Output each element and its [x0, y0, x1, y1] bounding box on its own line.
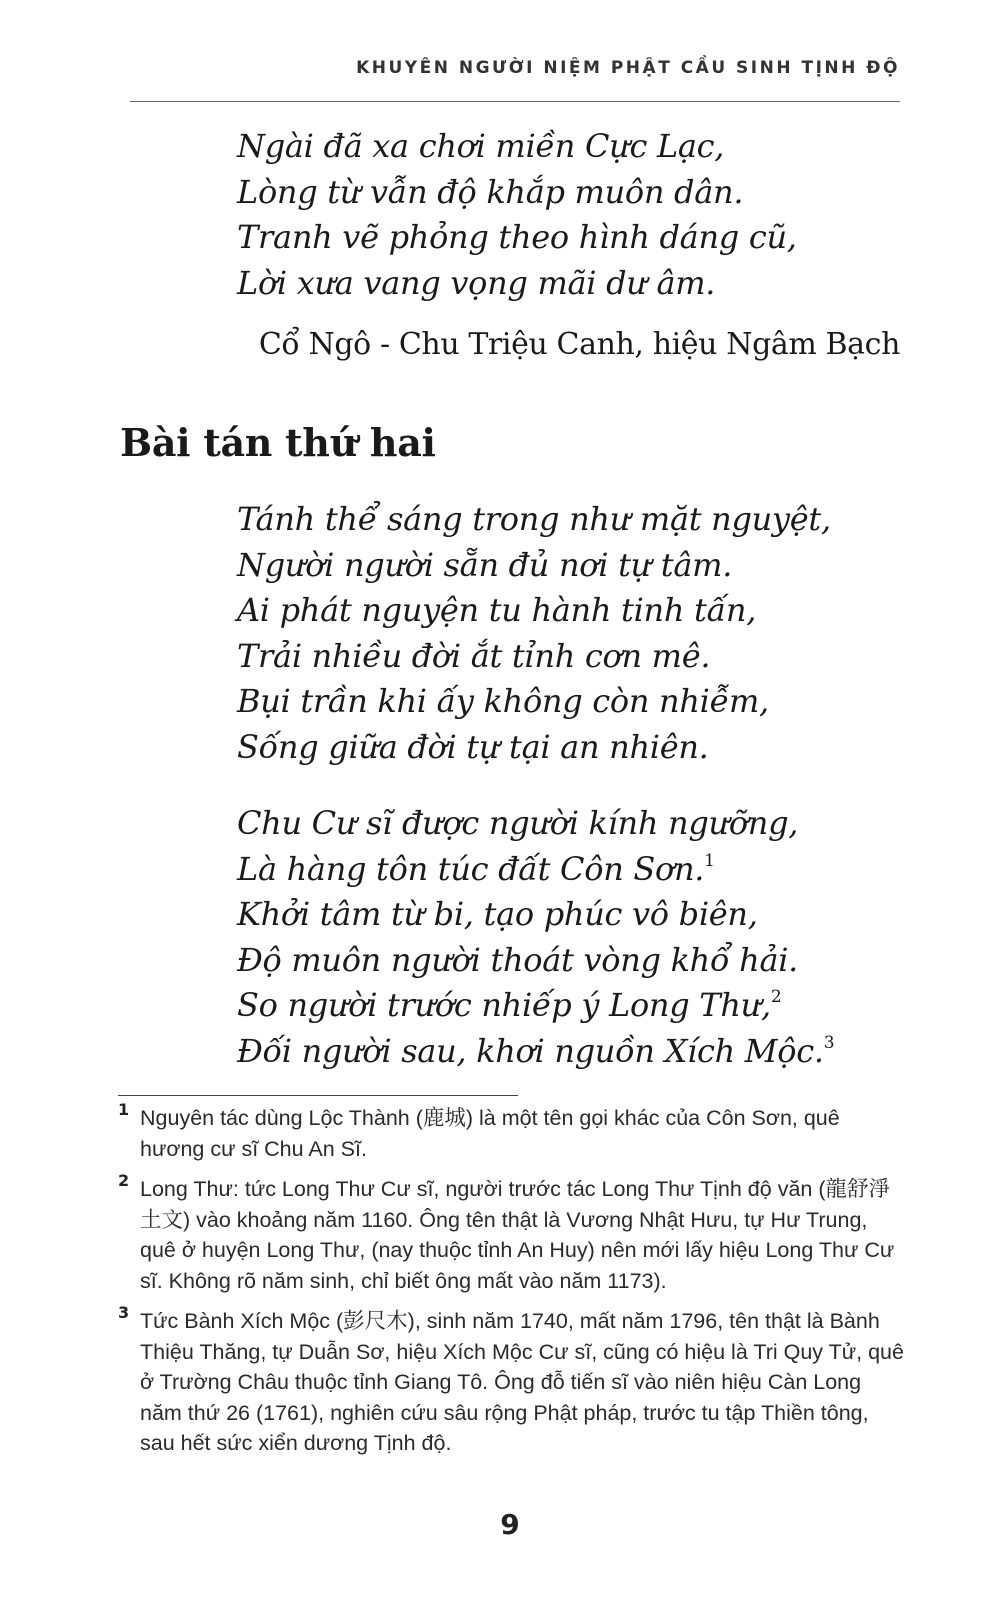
- section-title: Bài tán thứ hai: [120, 420, 436, 465]
- running-header: KHUYÊN NGƯỜI NIỆM PHẬT CẦU SINH TỊNH ĐỘ: [356, 58, 900, 78]
- verse-line: Ngài đã xa chơi miền Cực Lạc,: [237, 127, 725, 165]
- page-number: 9: [500, 1508, 520, 1541]
- verse-line: Lời xưa vang vọng mãi dư âm.: [237, 263, 716, 302]
- header-divider: [130, 101, 900, 102]
- verse-line: Tánh thể sáng trong như mặt nguyệt,: [237, 500, 831, 538]
- footnote-mark: 2: [118, 1171, 130, 1190]
- verse-line: Trải nhiều đời ắt tỉnh cơn mê.: [237, 636, 711, 675]
- footnote-3: [118, 1303, 905, 1459]
- verse-top: [237, 124, 797, 306]
- verse-line: [237, 983, 834, 1029]
- verse-line-text: Đối người sau, khơi nguồn Xích Mộc.: [237, 1031, 824, 1070]
- verse-stanza-1: [237, 497, 831, 770]
- verse-line: Ai phát nguyện tu hành tinh tấn,: [237, 591, 757, 629]
- verse-line: Độ muôn người thoát vòng khổ hải.: [237, 940, 799, 979]
- verse-line: Tranh vẽ phỏng theo hình dáng cũ,: [237, 218, 797, 256]
- verse-line: Bụi trần khi ấy không còn nhiễm,: [237, 682, 769, 720]
- verse-line: Sống giữa đời tự tại an nhiên.: [237, 727, 709, 766]
- attribution: Cổ Ngô - Chu Triệu Canh, hiệu Ngâm Bạch: [258, 327, 900, 362]
- verse-line: Khởi tâm từ bi, tạo phúc vô biên,: [237, 895, 758, 933]
- footnote-ref-2[interactable]: 2: [770, 987, 782, 1007]
- footnote-2: [118, 1171, 905, 1296]
- verse-line: Người người sẵn đủ nơi tự tâm.: [237, 545, 733, 584]
- footnote-text: Nguyên tác dùng Lộc Thành (鹿城) là một tên gọi khác của Côn Sơn, quê hương cư sĩ Chu An Sĩ.: [140, 1106, 840, 1161]
- footnote-1: [118, 1100, 905, 1164]
- verse-line: Chu Cư sĩ được người kính ngưỡng,: [237, 804, 799, 842]
- footnotes: [118, 1100, 905, 1469]
- footnote-mark: 1: [118, 1100, 130, 1119]
- footnote-mark: 3: [118, 1303, 130, 1322]
- footnote-divider: [118, 1095, 518, 1096]
- verse-line: [237, 847, 834, 893]
- footnote-text: Long Thư: tức Long Thư Cư sĩ, người trước tác Long Thư Tịnh độ văn (龍舒淨土文) vào khoảng năm 1160. Ông tên thật là Vương Nhật Hưu, tự Hư Trung, quê ở huyện Long Thư, (nay thuộc tỉnh An Huy) nên mới lấy hiệu Long Thư Cư sĩ. Không rõ năm sinh, chỉ biết ông mất vào năm 1173).: [140, 1177, 895, 1293]
- verse-line-text: Là hàng tôn túc đất Côn Sơn.: [237, 849, 705, 888]
- verse-stanza-2: [237, 801, 834, 1074]
- verse-line-text: So người trước nhiếp ý Long Thư,: [237, 986, 771, 1024]
- footnote-ref-3[interactable]: 3: [823, 1032, 835, 1053]
- verse-line: Lòng từ vẫn độ khắp muôn dân.: [237, 172, 744, 211]
- footnote-text: Tức Bành Xích Mộc (彭尺木), sinh năm 1740, mất năm 1796, tên thật là Bành Thiệu Thăng, tự Duẫn Sơ, hiệu Xích Mộc Cư sĩ, cũng có hiệu là Tri Quy Tử, quê ở Trường Châu thuộc tỉnh Giang Tô. Ông đỗ tiến sĩ vào niên hiệu Càn Long năm thứ 26 (1761), nghiên cứu sâu rộng Phật pháp, trước tu tập Thiền tông, sau hết sức xiển dương Tịnh độ.: [140, 1309, 904, 1455]
- footnote-ref-1[interactable]: 1: [704, 850, 715, 871]
- verse-line: [237, 1029, 834, 1075]
